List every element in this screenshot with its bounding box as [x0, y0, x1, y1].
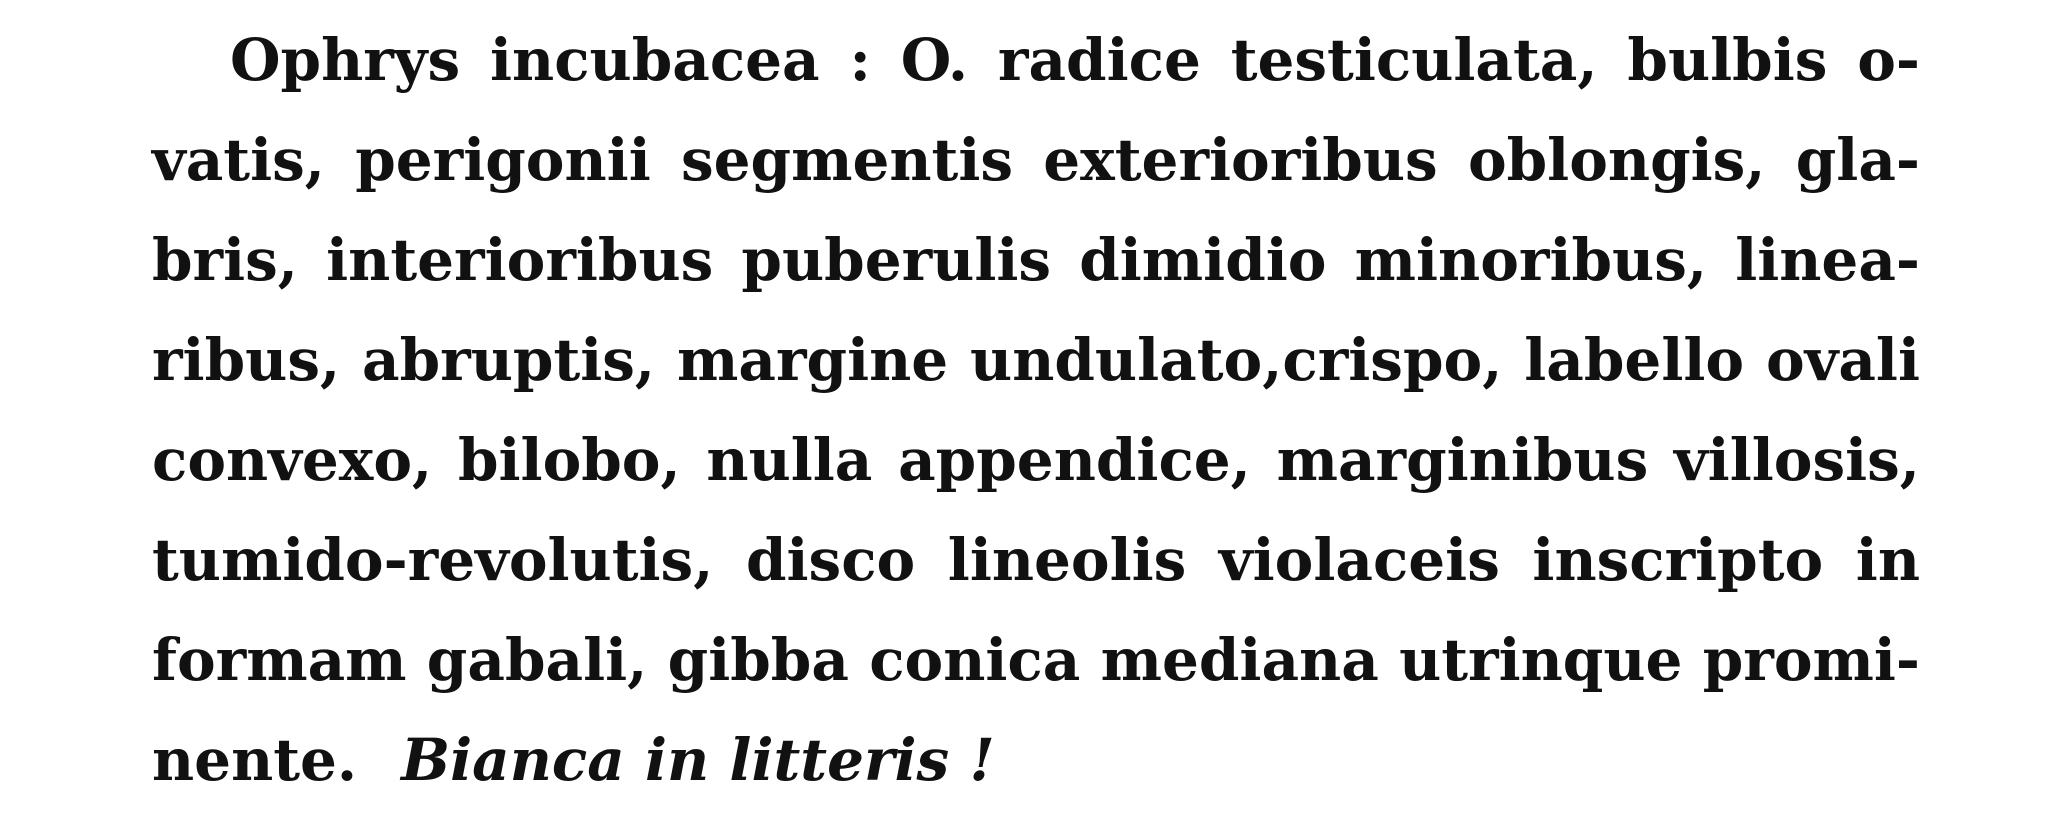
- text-line-1: Ophrys incubacea : O. radice testiculata, bulbis o-: [230, 26, 1920, 94]
- text-line-4: ribus, abruptis, margine undulato,crispo, labello ovali: [152, 326, 1920, 394]
- text-line-7: formam gabali, gibba conica mediana utrinque promi-: [152, 626, 1920, 694]
- citation-italic-text: Bianca in litteris !: [401, 726, 995, 794]
- last-line-plain-text: nente.: [152, 726, 358, 794]
- text-line-3: bris, interioribus puberulis dimidio minoribus, linea-: [152, 226, 1920, 294]
- text-line-5: convexo, bilobo, nulla appendice, marginibus villosis,: [152, 426, 1920, 494]
- text-line-6: tumido-revolutis, disco lineolis violaceis inscripto in: [152, 526, 1920, 594]
- text-line-8: [152, 710, 995, 810]
- text-line-2: vatis, perigonii segmentis exterioribus oblongis, gla-: [152, 126, 1920, 194]
